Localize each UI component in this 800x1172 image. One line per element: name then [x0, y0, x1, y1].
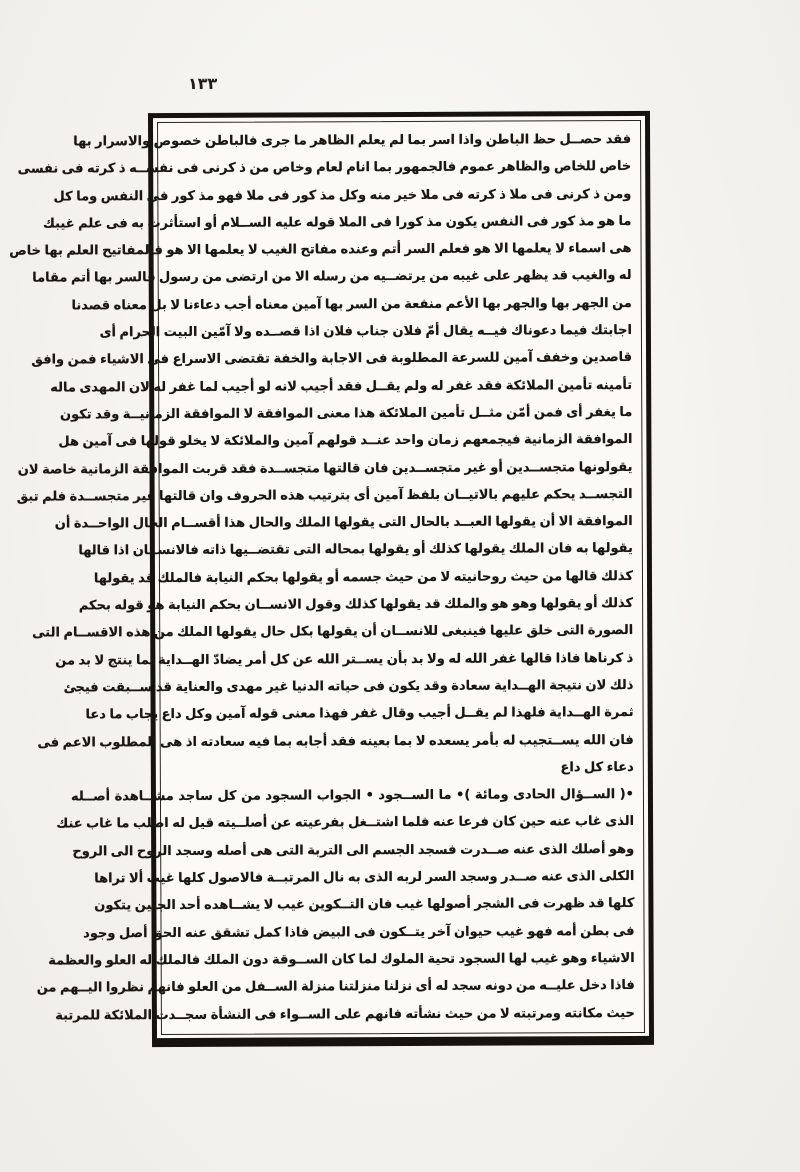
text-line: قاصدين وخفف آمين للسرعة المطلوبة فى الاجابة والخفة تقتضى الاسراع فى الاشياء فمن وافق	[31, 350, 633, 368]
text-line: ومن ذ كرنى فى ملا ذ كرته فى ملا خير منه وكل مذ كور فى ملا فهو مذ كور فى النفس وما كل	[53, 186, 632, 205]
text-line: فى بطن أمه فهو غيب حيوان آخر يتــكون فى البيض فاذا كمل تشقق عنه الحق أصل وجود	[83, 923, 635, 941]
text-line: ذلك لان نتيجة الهــداية سعادة وقد يكون فى حياته الدنيا غير مهدى والعناية قد ســبقت فيجئ	[63, 677, 634, 696]
text-line: كلها قد ظهرت فى الشجر أصولها غيب فان التــكوين غيب لا يشــاهده أحد الجنين يتكون	[94, 896, 635, 914]
text-frame-outer-border	[9, 111, 654, 1047]
text-line: التجســد يحكم عليهم بالاتيــان بلفظ آمين أى بترتيب هذه الحروف وان قالتها غير متجســدة فلم تبق	[16, 486, 633, 505]
text-line: حيث مكانته ومرتبته لا من حيث نشأته فانهم على الســواء فى النشأة سجــدت الملائكة للمرتبة	[55, 1005, 635, 1024]
text-line: ما هو مذ كور فى النفس يكون مذ كورا فى الملا قوله عليه الســلام أو استأثرت به فى علم غيبك	[42, 213, 632, 232]
text-line: الموافقة الزمانية فيجمعهم زمان واحد عنــد قولهم آمين والملائكة لا يخلو قولها فى آمين هل	[58, 432, 633, 450]
text-line: هى اسماء لا يعلمها الا هو فعلم السر أتم وعنده مفاتح الغيب لا يعلمها الا هو فالمفاتيح العلم بها خاص	[9, 241, 632, 259]
text-line: له والغيب قد يظهر على غيبه من يرتضــيه من رسله الا من ارتضى من رسول فالسر بها أتم مقاما	[32, 268, 632, 287]
text-line: خاص للخاص والظاهر عموم فالجمهور بما انام لعام وخاص من ذ كرنى فى نفســه ذ كرته فى نفسى	[17, 159, 632, 177]
text-line: •( الســؤال الحادى ومائة )• ما الســجود • الجواب السجود من كل ساجد مشــاهدة أصــله	[70, 787, 634, 805]
text-line: الموافقة الا أن يقولها العبــد بالحال التى يقولها الملك والحال هذا أقســام الحال الواحــدة أن	[54, 514, 633, 532]
text-line: يقولها به فان الملك يقولها كذلك أو يقولها بمحاله التى تقتضــيها ذاته فالانســان اذا قالها	[78, 541, 633, 559]
text-line: تأمينه تأمين الملائكة فقد غفر له ولم يقــل فقد أجيب لانه لو أجيب لما غفر له لان المهدى ماله	[50, 377, 633, 396]
text-line: فان الله يســتجيب له بأمر يسعده لا بما بعينه فقد أجابه بما فيه سعادته اذ هى المطلوب الاعم فى	[37, 732, 634, 751]
text-line: ما يغفر أى فمن أمّن مثــل تأمين الملائكة هذا معنى الموافقة لا الموافقة الزمانيــة وقد تكون	[59, 404, 633, 423]
text-line: يقولونها متجســدين أو غير متجســدين فان قالتها متجســدة فقد قربت الموافقة الزمانية خاصة لان	[17, 459, 633, 478]
text-line: من الجهر بها والجهر بها الأعم منفعة من السر بها آمين معناه أجب دعاءنا لا بل معناه قصدنا	[71, 295, 632, 314]
text-line: وهو أصلك الذى عنه صــدرت فسجد الجسم الى التربة التى هى أصله وسجد الروح الى الروح	[72, 841, 635, 860]
text-line: الاشياء وهو غيب لها السجود تحية الملوك لما كان الســوقة دون الملك فالملك له العلو والعظمة	[48, 950, 635, 969]
text-line: اجابتك فيما دعوناك فيــه يقال أمّ فلان جناب فلان اذا قصــده ولا آمّين البيت الحرام أى	[99, 323, 632, 341]
text-line: ذ كرناها فاذا قالها غفر الله له ولا بد بأن يســتر الله عن كل أمر يضادّ الهــداية بما ينتج لا بد من	[55, 650, 634, 669]
text-line: كذلك قالها من حيث روحانيته لا من حيث جسمه أو يقولها بحكم النيابة فالملك قد يقولها	[93, 568, 634, 587]
text-line: الكلى الذى عنه صــدر وسجد السر لربه الذى به نال المرتبــة فالاصول كلها غيب ألا تراها	[94, 869, 635, 887]
text-line: دعاء كل داع	[560, 759, 634, 776]
page-number: ١٣٣	[188, 74, 218, 93]
body-text	[9, 126, 635, 1030]
text-line: كذلك أو يقولها وهو هو والملك قد يقولها كذلك وقول الانســان بحكم النيابة هو قوله بحكم	[78, 596, 634, 614]
text-line: ثمرة الهــداية فلهذا لم يقــل أجيب وقال غفر فهذا معنى قوله آمين وكل داع يجاب ما دعا	[85, 705, 634, 723]
text-line: فاذا دخل عليــه من دونه سجد له أى نزلنا منزلتنا منزلة الســفل من العلو فانهم نظروا اليــهم من	[36, 978, 635, 996]
text-line: فقد حصــل حظ الباطن واذا اسر بما لم يعلم الظاهر ما جرى فالباطن خصوص والاسرار بها	[73, 131, 632, 150]
text-frame-inner-border	[9, 120, 645, 1035]
text-line: الصورة التى خلق عليها فينبغى للانســان أن يقولها بكل حال يقولها الملك من هذه الاقســام التى	[32, 623, 634, 641]
text-line: الذى غاب عنه حين كان فرعا عنه فلما اشتــغل بفرعيته عن أصلــيته قيل له اطلب ما غاب عنك	[56, 814, 635, 832]
